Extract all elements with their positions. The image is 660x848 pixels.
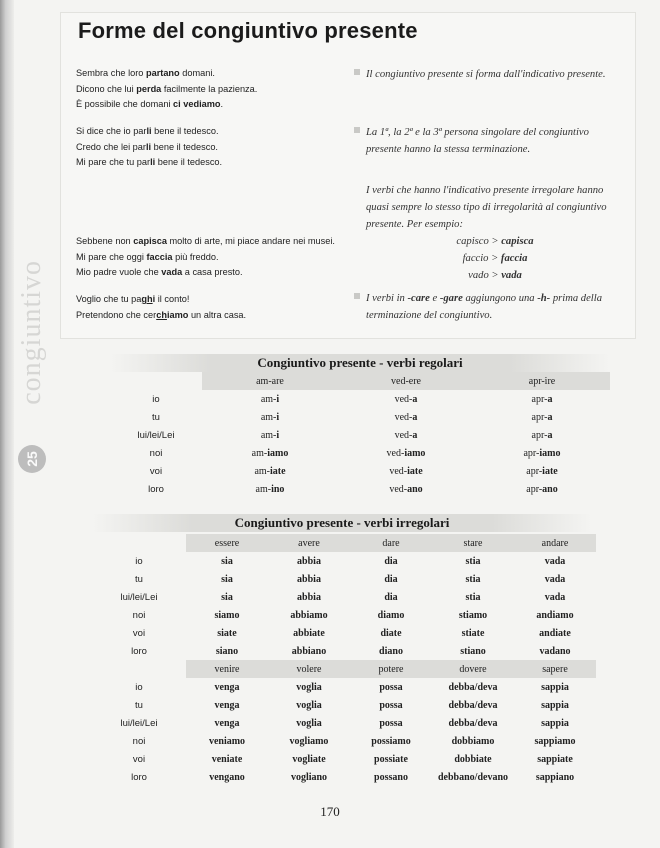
example-group-3: [76, 234, 366, 281]
example-sentence: [76, 265, 366, 281]
conjugation-cell: [338, 480, 474, 498]
table-row: [110, 462, 610, 480]
rule-example: [366, 267, 624, 284]
highlighted-text: faccia: [500, 253, 528, 264]
example-sentence: [76, 250, 366, 266]
text-segment: Credo che lei par: [76, 141, 146, 152]
table-row: [92, 696, 596, 714]
conjugation-cell: sia: [221, 573, 233, 585]
book-binding: [0, 0, 14, 848]
conjugation-cell: dia: [384, 573, 398, 585]
table-row: [92, 606, 596, 624]
text-segment: Si dice che io par: [76, 126, 147, 136]
verb-stem: ved-: [386, 447, 405, 459]
conjugation-cell: possiate: [374, 753, 408, 765]
conjugation-cell: stia: [465, 573, 481, 585]
text-segment: Sebbene non: [76, 236, 134, 246]
highlighted-text: perda: [136, 83, 162, 94]
conjugation-cell: debbano/devano: [437, 771, 509, 783]
conjugation-cell: [474, 426, 610, 444]
conjugation-cell: possa: [379, 681, 403, 693]
rule-example: [366, 250, 624, 267]
conjugation-cell: siano: [215, 645, 239, 657]
irregular-table-title: Congiuntivo presente - verbi irregolari: [92, 514, 592, 532]
text-segment: il conto!: [155, 294, 190, 304]
example-sentence: [76, 97, 366, 113]
column-header: apr-ire: [474, 372, 610, 390]
highlighted-text: vada: [501, 270, 522, 281]
table-row: [92, 570, 596, 588]
bullet-icon: [354, 127, 360, 133]
highlighted-text: i: [152, 294, 156, 304]
conjugation-cell: abbiano: [291, 645, 327, 657]
conjugation-cell: dobbiate: [454, 753, 492, 765]
conjugation-cell: [338, 444, 474, 462]
conjugation-cell: [338, 462, 474, 480]
column-header: potere: [350, 660, 432, 678]
conjugation-cell: voglia: [296, 681, 322, 693]
conjugation-cell: vadano: [539, 645, 571, 657]
example-sentence: [76, 66, 366, 82]
conjugation-cell: [474, 480, 610, 498]
conjugation-cell: veniate: [211, 753, 243, 765]
pronoun-cell: tu: [152, 411, 160, 423]
highlighted-text: faccia: [146, 251, 173, 262]
conjugation-cell: diamo: [377, 609, 405, 621]
conjugation-cell: [202, 426, 338, 444]
example-sentence: [76, 82, 366, 98]
verb-stem: am-: [254, 465, 270, 477]
pronoun-cell: noi: [132, 609, 146, 621]
conjugation-cell: vada: [544, 573, 566, 585]
conjugation-cell: possa: [379, 717, 403, 729]
column-header: sapere: [514, 660, 596, 678]
conjugation-cell: abbiate: [293, 627, 325, 639]
table-row: [92, 750, 596, 768]
verb-stem: am-: [260, 411, 277, 423]
pronoun-cell: loro: [131, 645, 147, 657]
bullet-icon: [354, 69, 360, 75]
table-header-row: [92, 660, 596, 678]
text-segment: faccio >: [462, 253, 501, 264]
pronoun-cell: loro: [148, 483, 164, 495]
example-group-1: [76, 66, 366, 113]
conjugation-cell: sappiano: [535, 771, 575, 783]
table-header-row: [110, 372, 610, 390]
text-segment: a casa presto.: [182, 267, 243, 277]
text-segment: bene il tedesco.: [151, 141, 218, 152]
conjugation-cell: abbia: [297, 591, 321, 603]
verb-ending: ano: [407, 483, 423, 495]
rule-2: [366, 124, 624, 158]
conjugation-cell: vogliano: [290, 771, 328, 783]
verb-stem: am-: [260, 429, 277, 441]
highlighted-text: gh: [141, 294, 153, 304]
verb-ending: ino: [271, 483, 285, 495]
conjugation-cell: possa: [379, 699, 403, 711]
text-segment: e: [429, 293, 440, 304]
text-segment: domani.: [179, 68, 215, 78]
conjugation-cell: sappiamo: [534, 735, 576, 747]
column-header: andare: [514, 534, 596, 552]
example-group-4: [76, 292, 366, 323]
bullet-icon: [354, 293, 360, 299]
example-sentence: [76, 234, 366, 250]
conjugation-cell: diano: [379, 645, 403, 657]
text-segment: Dicono che lui: [76, 83, 137, 94]
column-header: volere: [268, 660, 350, 678]
pronoun-cell: io: [135, 681, 143, 693]
conjugation-cell: [474, 390, 610, 408]
pronoun-cell: voi: [149, 465, 163, 477]
text-segment: facilmente la pazienza.: [161, 83, 258, 94]
conjugation-cell: [338, 426, 474, 444]
header-cell: [110, 372, 202, 390]
table-row: [92, 714, 596, 732]
text-segment: molto di arte, mi piace andare nei musei.: [166, 236, 335, 246]
conjugation-cell: [474, 444, 610, 462]
conjugation-cell: [474, 408, 610, 426]
pronoun-cell: voi: [132, 753, 146, 765]
conjugation-cell: sappiate: [537, 753, 573, 765]
column-header: essere: [186, 534, 268, 552]
text-segment: Mi pare che oggi: [76, 251, 147, 262]
table-row: [110, 408, 610, 426]
column-header: dovere: [432, 660, 514, 678]
pronoun-cell: lui/lei/Lei: [120, 717, 158, 729]
verb-stem: apr-: [523, 447, 540, 459]
verb-stem: am-: [255, 483, 272, 495]
highlighted-text: li: [146, 126, 152, 136]
conjugation-cell: siate: [217, 627, 237, 639]
example-group-2: [76, 124, 366, 171]
conjugation-cell: abbia: [297, 573, 321, 585]
conjugation-cell: stia: [465, 591, 481, 603]
conjugation-cell: debba/deva: [448, 717, 498, 729]
conjugation-cell: venga: [214, 681, 240, 693]
page-number: 170: [320, 804, 340, 819]
verb-stem: apr-: [526, 465, 543, 477]
verb-stem: apr-: [531, 393, 548, 405]
chapter-side-tab: [14, 240, 50, 490]
table-row: [92, 642, 596, 660]
table-row: [92, 678, 596, 696]
conjugation-cell: sia: [221, 555, 233, 567]
verb-ending: i: [276, 429, 280, 441]
text-segment: I verbi in: [366, 293, 408, 304]
text-segment: vado >: [468, 270, 502, 281]
conjugation-cell: [338, 408, 474, 426]
conjugation-cell: [202, 390, 338, 408]
conjugation-cell: possano: [374, 771, 408, 783]
text-segment: bene il tedesco.: [151, 126, 219, 136]
conjugation-cell: voglia: [296, 699, 322, 711]
verb-stem: apr-: [531, 429, 548, 441]
verb-stem: apr-: [526, 483, 543, 495]
conjugation-cell: stiate: [461, 627, 485, 639]
text-segment: aggiungono una: [462, 293, 538, 304]
highlighted-text: -care: [407, 293, 430, 304]
text-segment: un altra casa.: [188, 309, 247, 320]
rule-4: [366, 290, 624, 324]
conjugation-cell: sappia: [541, 717, 569, 729]
rule-3: [366, 182, 624, 284]
conjugation-cell: possiamo: [371, 735, 411, 747]
verb-ending: ano: [542, 483, 558, 495]
text-segment: .: [220, 99, 224, 109]
text-segment: Sembra che loro: [76, 68, 146, 78]
conjugation-cell: abbiamo: [290, 609, 328, 621]
conjugation-cell: sappia: [541, 699, 569, 711]
verb-ending: a: [547, 393, 553, 405]
conjugation-cell: [338, 390, 474, 408]
conjugation-cell: voglia: [296, 717, 322, 729]
verb-stem: ved-: [389, 483, 408, 495]
verb-stem: ved-: [394, 411, 413, 423]
verb-ending: a: [547, 429, 553, 441]
conjugation-cell: dobbiamo: [451, 735, 495, 747]
text-segment: Mio padre vuole che: [76, 267, 162, 277]
chapter-number-badge: 25: [18, 445, 46, 473]
conjugation-cell: debba/deva: [448, 681, 498, 693]
conjugation-cell: stiamo: [458, 609, 488, 621]
verb-ending: iate: [542, 465, 558, 477]
pronoun-cell: tu: [135, 699, 143, 711]
column-header: am-are: [202, 372, 338, 390]
pronoun-cell: loro: [131, 771, 147, 783]
conjugation-cell: venga: [214, 717, 240, 729]
verb-stem: ved-: [394, 393, 413, 405]
highlighted-text: vada: [161, 267, 183, 277]
regular-verbs-table: [110, 372, 610, 498]
irregular-verbs-table: [92, 534, 596, 786]
verb-ending: a: [412, 429, 418, 441]
pronoun-cell: io: [135, 555, 143, 567]
text-segment: bene il tedesco.: [155, 157, 223, 167]
regular-table-title: Congiuntivo presente - verbi regolari: [110, 354, 610, 372]
rule-text: La 1ª, la 2ª e la 3ª persona singolare del congiuntivo presente hanno la stessa terminazione.: [366, 127, 589, 155]
text-segment: più freddo.: [172, 251, 219, 262]
conjugation-cell: stiano: [460, 645, 486, 657]
verb-ending: iamo: [404, 447, 426, 459]
text-segment: Pretendono che cer: [76, 309, 157, 320]
highlighted-text: iamo: [166, 309, 189, 320]
text-segment: Voglio che tu pa: [76, 294, 142, 304]
text-segment: È possibile che domani: [76, 99, 174, 109]
verb-stem: ved-: [389, 465, 408, 477]
page-title: Forme del congiuntivo presente: [78, 18, 418, 43]
pronoun-cell: noi: [132, 735, 146, 747]
text-segment: prima della terminazione del congiuntivo.: [366, 293, 602, 321]
conjugation-cell: dia: [384, 591, 398, 603]
pronoun-cell: lui/lei/Lei: [137, 429, 175, 441]
example-sentence: [76, 308, 366, 324]
table-row: [110, 390, 610, 408]
verb-ending: i: [276, 393, 280, 405]
conjugation-cell: stia: [465, 555, 481, 567]
highlighted-text: ci vediamo: [173, 99, 221, 109]
conjugation-cell: vada: [544, 555, 566, 567]
header-cell: [92, 660, 186, 678]
table-row: [110, 426, 610, 444]
verb-stem: am-: [251, 447, 268, 459]
conjugation-cell: abbia: [297, 555, 321, 567]
header-cell: [92, 534, 186, 552]
verb-ending: iate: [270, 465, 286, 477]
table-row: [110, 480, 610, 498]
table-row: [92, 552, 596, 570]
conjugation-cell: sia: [221, 591, 233, 603]
conjugation-cell: debba/deva: [448, 699, 498, 711]
conjugation-cell: andiate: [539, 627, 571, 639]
verb-ending: a: [412, 411, 418, 423]
conjugation-cell: veniamo: [208, 735, 246, 747]
conjugation-cell: vengano: [209, 771, 245, 783]
rule-1: [366, 66, 624, 83]
conjugation-cell: diate: [380, 627, 402, 639]
conjugation-cell: [202, 408, 338, 426]
verb-ending: i: [276, 411, 280, 423]
table-row: [92, 732, 596, 750]
pronoun-cell: lui/lei/Lei: [120, 591, 158, 603]
conjugation-cell: [202, 462, 338, 480]
conjugation-cell: vogliamo: [289, 735, 329, 747]
highlighted-text: capisca: [501, 236, 534, 247]
pronoun-cell: noi: [149, 447, 163, 459]
column-header: dare: [350, 534, 432, 552]
conjugation-cell: [202, 444, 338, 462]
highlighted-text: -gare: [439, 293, 463, 304]
highlighted-text: ch: [156, 309, 167, 320]
pronoun-cell: io: [152, 393, 160, 405]
text-segment: capisco >: [456, 236, 502, 247]
rule-text: [366, 290, 624, 324]
example-sentence: [76, 155, 366, 171]
table-row: [92, 588, 596, 606]
pronoun-cell: tu: [135, 573, 143, 585]
column-header: venire: [186, 660, 268, 678]
highlighted-text: -h-: [537, 293, 551, 304]
conjugation-cell: [202, 480, 338, 498]
table-row: [92, 624, 596, 642]
column-header: ved-ere: [338, 372, 474, 390]
conjugation-cell: venga: [214, 699, 240, 711]
example-sentence: [76, 124, 366, 140]
column-header: stare: [432, 534, 514, 552]
rule-example: [366, 233, 624, 250]
verb-ending: a: [412, 393, 418, 405]
chapter-label: congiuntivo: [16, 260, 47, 405]
table-row: [92, 768, 596, 786]
table-header-row: [92, 534, 596, 552]
verb-ending: a: [547, 411, 553, 423]
highlighted-text: capisca: [133, 236, 167, 246]
highlighted-text: partano: [145, 68, 180, 78]
verb-ending: iamo: [267, 447, 289, 459]
verb-stem: apr-: [531, 411, 548, 423]
rule-text: I verbi che hanno l'indicativo presente irregolare hanno quasi sempre lo stesso tipo di irregolarità al congiuntivo presente. Per esempio:: [366, 185, 607, 230]
conjugation-cell: vogliate: [292, 753, 326, 765]
example-sentence: [76, 140, 366, 156]
verb-ending: iamo: [539, 447, 561, 459]
rule-text: Il congiuntivo presente si forma dall'indicativo presente.: [366, 69, 606, 80]
column-header: avere: [268, 534, 350, 552]
verb-stem: am-: [260, 393, 277, 405]
example-sentence: [76, 292, 366, 308]
verb-stem: ved-: [394, 429, 413, 441]
verb-ending: iate: [407, 465, 423, 477]
highlighted-text: li: [145, 141, 152, 152]
pronoun-cell: voi: [132, 627, 146, 639]
conjugation-cell: sappia: [541, 681, 569, 693]
conjugation-cell: dia: [384, 555, 398, 567]
conjugation-cell: siamo: [214, 609, 240, 621]
conjugation-cell: andiamo: [536, 609, 574, 621]
conjugation-cell: [474, 462, 610, 480]
conjugation-cell: vada: [544, 591, 566, 603]
text-segment: Mi pare che tu par: [76, 157, 151, 167]
table-row: [110, 444, 610, 462]
highlighted-text: li: [150, 157, 156, 167]
